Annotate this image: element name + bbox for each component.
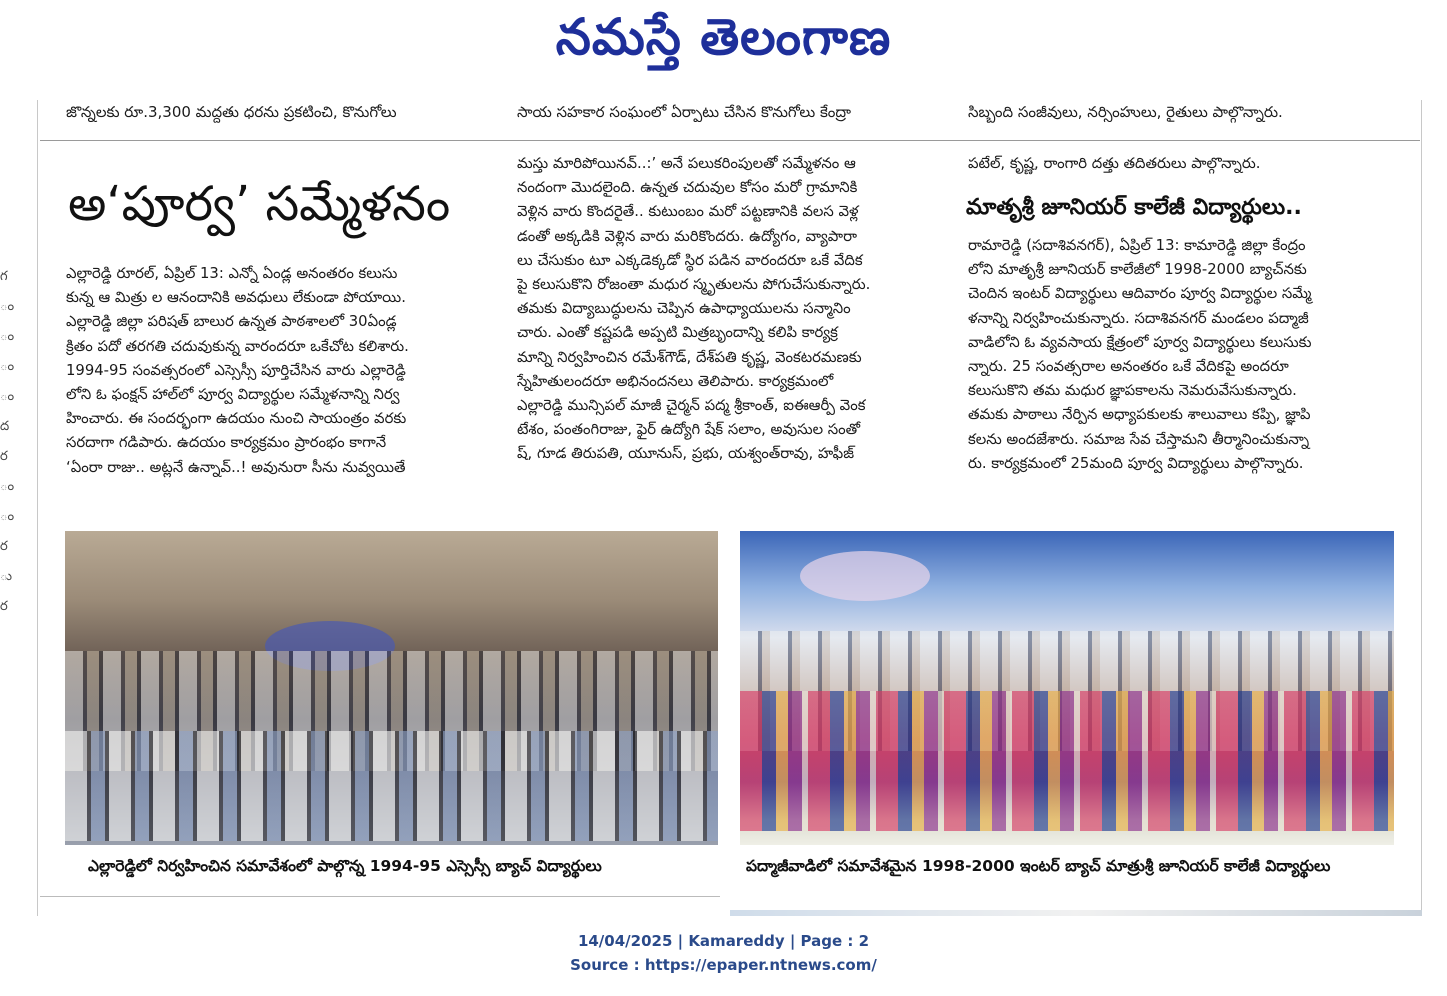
edge-fragment: ద [0, 419, 10, 434]
footer-date-line: 14/04/2025 | Kamareddy | Page : 2 [577, 932, 870, 950]
edge-fragment: ం [0, 299, 15, 314]
article-line: క్రితం పదో తరగతి చదువుకున్న వారందరూ ఒకేచోట కలిశారు. [66, 337, 409, 355]
photo-women-seated [740, 691, 1394, 831]
article-line: ళనాన్ని నిర్వహించుకున్నారు. సదాశివనగర్‌ మండలం పద్మాజీ [968, 309, 1309, 327]
story1-headline: అ‘పూర్వ’ సమ్మేళనం [68, 176, 451, 232]
article-line: టేశం, పంతంగిరాజు, ఫైర్‌ ఉద్యోగి షేక్‌ సలాం, అవుసుల సంతో [517, 421, 861, 439]
edge-fragment: ర [0, 599, 8, 614]
photo2-caption: పద్మాజీవాడిలో సమావేశమైన 1998-2000 ఇంటర్‌ బ్యాచ్‌ మాత్రుశ్రీ జూనియర్‌ కాలేజీ విద్యార్థులు [746, 857, 1331, 875]
article-line: ఎల్లారెడ్డి రూరల్‌, ఏప్రిల్‌ 13: ఎన్నో ఏండ్ల అనంతరం కలుసు [66, 265, 398, 282]
article-line: మస్తు మారిపోయినవ్‌..:’ అనే పలుకరింపులతో సమ్మేళనం ఆ [517, 155, 856, 172]
edge-fragment: ు [0, 569, 13, 584]
article-line: చారు. ఎంతో కష్టపడి అప్పటి మిత్రబృందాన్ని కలిపి కార్యక్ర [517, 324, 838, 342]
edge-fragment: ం [0, 359, 15, 374]
masthead [0, 0, 1447, 78]
article-line: లోని మాతృశ్రీ జూనియర్‌ కాలేజీలో 1998-2000 బ్యాచ్‌నకు [968, 261, 1307, 279]
article-line: ‘ఏంరా రాజు.. అట్లనే ఉన్నావ్‌..! అవునురా సీను నువ్వయితే [66, 458, 406, 476]
edge-fragment: ం [0, 479, 15, 494]
top-line-col1: జొన్నలకు రూ.3,300 మద్దతు ధరను ప్రకటించి, కొనుగోలు [66, 103, 397, 121]
article-line: స్నేహితులందరూ అభినందనలు తెలిపారు. కార్యక్రమంలో [517, 372, 834, 390]
story2-column [968, 234, 1395, 476]
story2-lead-line [968, 152, 1395, 176]
article-line: డంతో అక్కడికి వెళ్లిన వారు మరికొందరు. ఉద్యోగం, వ్యాపారా [517, 227, 857, 245]
edge-fragment: ం [0, 329, 15, 344]
next-photo-strip [730, 910, 1422, 916]
article-line: వెళ్లిన వారు కొందరైతే.. కుటుంబం మరో పట్టణానికి వలస వెళ్ల [517, 203, 859, 221]
article-line: కున్న ఆ మిత్రు ల ఆనందానికి అవధులు లేకుండా పోయాయి. [66, 289, 406, 307]
article-line: రు. కార్యక్రమంలో 25మంది పూర్వ విద్యార్థులు పాల్గొన్నారు. [968, 454, 1304, 472]
edge-fragment: ం [0, 389, 15, 404]
photo-padmajiwadi-reunion [740, 531, 1394, 845]
article-line: మాన్ని నిర్వహించిన రమేశ్‌గౌడ్‌, దేశ్‌పతి కృష్ణ, వెంకటరమణకు [517, 348, 862, 366]
article-line: కలుసుకొని తమ మధుర జ్ఞాపకాలను నెమరువేసుకున్నారు. [968, 382, 1297, 400]
bottom-rule [40, 896, 720, 897]
clipping-border-right [1421, 100, 1422, 916]
article-line: 1994-95 సంవత్సరంలో ఎస్సెస్సీ పూర్తిచేసిన వారు ఎల్లారెడ్డి [66, 361, 406, 379]
photo1-caption: ఎల్లారెడ్డిలో నిర్వహించిన సమావేశంలో పాల్గొన్న 1994-95 ఎస్సెస్సీ బ్యాచ్‌ విద్యార్థులు [88, 857, 602, 875]
article-line: తమకు విద్యాబుద్ధులను చెప్పిన ఉపాధ్యాయులను సన్మానిం [517, 300, 851, 318]
edge-fragment: గ [0, 269, 8, 284]
article-line: ఎల్లారెడ్డి మున్సిపల్‌ మాజీ చైర్మన్‌ పద్మ శ్రీకాంత్‌, ఐఈఆర్పీ వెంక [517, 397, 866, 415]
story1-column2 [517, 152, 944, 467]
article-line: ష్‌, గూడ తిరుపతి, యూనుస్‌, ప్రభు, యశ్వంత్‌రావు, హఫీజ్‌ [517, 445, 855, 463]
edge-fragment: ం [0, 509, 15, 524]
footer-source-line: Source : https://epaper.ntnews.com/ [570, 956, 877, 974]
top-line-col3: సిబ్బంది సంజీవులు, నర్సింహులు, రైతులు పాల్గొన్నారు. [968, 103, 1283, 121]
article-line: లోని ఓ ఫంక్షన్‌ హాల్‌లో పూర్వ విద్యార్థుల సమ్మేళనాన్ని నిర్వ [66, 386, 400, 404]
newspaper-logo: నమస్తే తెలంగాణ [555, 8, 892, 66]
article-line: చెందిన ఇంటర్‌ విద్యార్థులు ఆదివారం పూర్వ విద్యార్థుల సమ్మే [968, 285, 1312, 303]
clipping-border-left [37, 100, 38, 916]
article-line: రామారెడ్డి (సదాశివనగర్‌), ఏప్రిల్‌ 13: కామారెడ్డి జిల్లా కేంద్రం [968, 237, 1306, 254]
edge-fragment: ర [0, 539, 8, 554]
section-rule [40, 140, 1420, 141]
article-line: కలను అందజేశారు. సమాజ సేవ చేస్తామని తీర్మానించుకున్నా [968, 430, 1310, 448]
article-line: హించారు. ఈ సందర్భంగా ఉదయం నుంచి సాయంత్రం వరకు [66, 410, 407, 428]
top-line-col2: సాయ సహకార సంఘంలో ఏర్పాటు చేసిన కొనుగోలు కేంద్రా [517, 103, 851, 121]
article-line: నందంగా మొదలైంది. ఉన్నత చదువుల కోసం మరో గ్రామానికి [517, 179, 858, 197]
story2-headline: మాతృశ్రీ జూనియర్‌ కాలేజీ విద్యార్థులు.. [966, 195, 1302, 220]
article-line: లు చేసుకుం టూ ఎక్కడెక్కడో స్థిర పడిన వారందరూ ఒకే వేదిక [517, 251, 863, 269]
photo-crowd-front [65, 731, 718, 841]
article-line: తమకు పాఠాలు నేర్పిన అధ్యాపకులకు శాలువాలు కప్పి, జ్ఞాపి [968, 406, 1311, 424]
left-edge-fragments [0, 262, 14, 622]
story1-column1 [66, 262, 493, 480]
edge-fragment: ర [0, 449, 8, 464]
story2-lead-text: పటేల్‌, కృష్ణ, రాంగారి దత్తు తదితరులు పాల్గొన్నారు. [968, 155, 1261, 172]
article-line: వాడిలోని ఓ వ్యవసాయ క్షేత్రంలో పూర్వ విద్యార్థులు కలుసుకు [968, 333, 1312, 351]
article-line: న్నారు. 25 సంవత్సరాల అనంతరం ఒకే వేదికపై అందరూ [968, 358, 1289, 376]
photo-ellareddy-reunion [65, 531, 718, 845]
article-line: ఎల్లారెడ్డి జిల్లా పరిషత్‌ బాలుర ఉన్నత పాఠశాలలో 30ఏండ్ల [66, 313, 397, 331]
article-line: పై కలుసుకొని రోజంతా మధుర స్మృతులను పోగుచేసుకున్నారు. [517, 276, 871, 294]
balloon-banner [800, 551, 930, 601]
article-line: సరదాగా గడిపారు. ఉదయం కార్యక్రమం ప్రారంభం కాగానే [66, 434, 387, 452]
